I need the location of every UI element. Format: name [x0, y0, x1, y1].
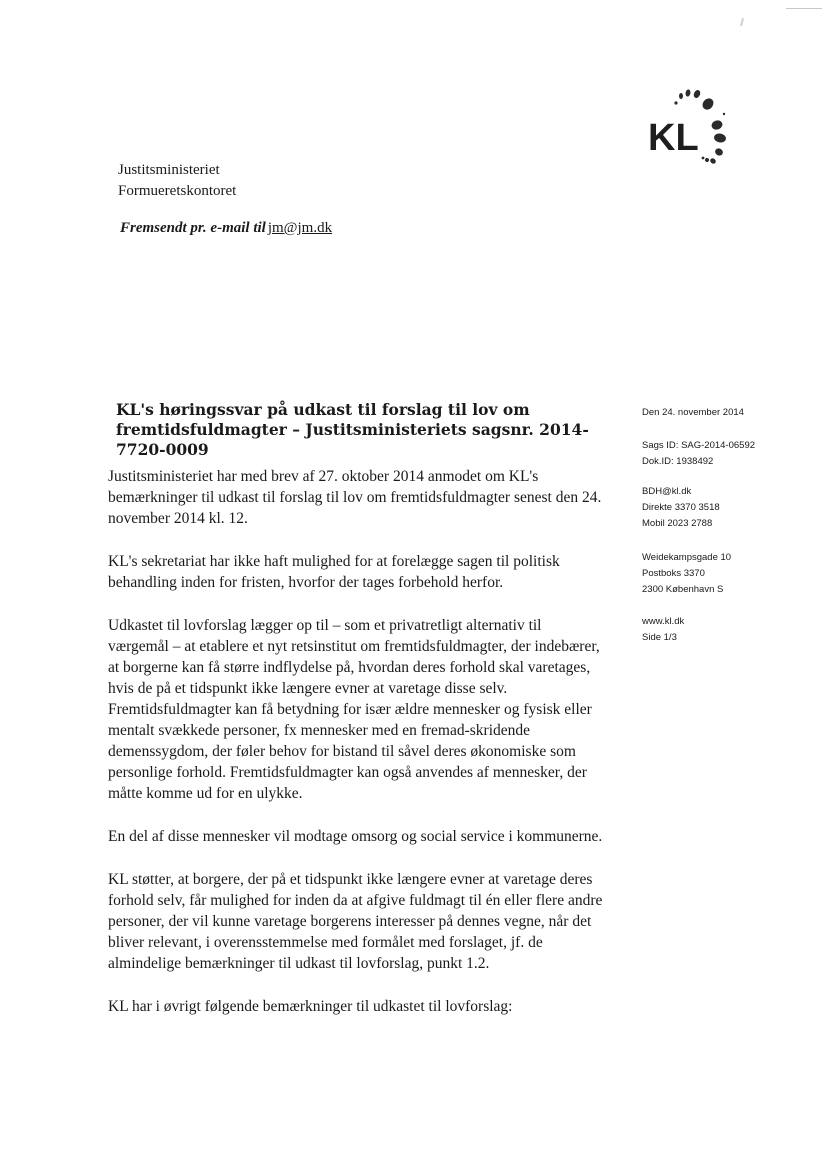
sidebar-case-block	[642, 438, 755, 470]
paragraph: KL's sekretariat har ikke haft mulighed for at forelægge sagen til politisk behandling inden for fristen, hvorfor der tages forbehold herfor.	[108, 553, 560, 591]
address-city: 2300 København S	[642, 584, 724, 595]
website: www.kl.dk	[642, 616, 685, 627]
recipient-line-2: Formueretskontoret	[118, 183, 237, 199]
paragraph: En del af disse mennesker vil modtage omsorg og social service i kommunerne.	[108, 828, 603, 845]
sidebar-contact-block	[642, 484, 720, 532]
contact-direct: Direkte 3370 3518	[642, 502, 720, 513]
email-link[interactable]: jm@jm.dk	[267, 220, 333, 236]
recipient-address	[118, 160, 236, 202]
sent-label: Fremsendt pr. e-mail til	[120, 220, 266, 236]
kl-logo-text: KL	[648, 117, 699, 159]
recipient-line-1: Justitsministeriet	[118, 162, 220, 178]
case-id: Sags ID: SAG-2014-06592	[642, 440, 756, 451]
contact-mobile: Mobil 2023 2788	[642, 518, 713, 529]
sidebar-address-block	[642, 550, 731, 598]
paragraph: KL har i øvrigt følgende bemærkninger til udkastet til lovforslag:	[108, 998, 513, 1015]
sent-via-line	[120, 220, 332, 237]
document-id: Dok.ID: 1938492	[642, 456, 714, 467]
paragraph: KL støtter, at borgere, der på et tidspunkt ikke længere evner at varetage deres forhold selv, får mulighed for inden da at afgive fuldmagt til én eller flere andre personer, der vil kunne varetage borgerens interesser på dennes vegne, når det bliver relevant, i overensstemmelse med formålet med forslaget, jf. de almindelige bemærkninger til udkast til lovforslag, punkt 1.2.	[108, 871, 603, 972]
paragraph: Udkastet til lovforslag lægger op til – som et privatretligt alternativ til værgemål – at etablere et nyt retsinstitut om fremtidsfuldmagter, der indebærer, at borgerne kan få større indflydelse på, hvordan deres forhold skal varetages, hvis de på et tidspunkt ikke længere evner at varetage disse selv. Fremtidsfuldmagter kan få betydning for især ældre mennesker og fysisk eller mentalt svækkede personer, fx mennesker med en fremad-skridende demenssygdom, der føler behov for bistand til såvel deres økonomiske som personlige forhold. Fremtidsfuldmagter kan også anvendes af mennesker, der måtte komme ud for en ulykke.	[108, 617, 600, 802]
document-body	[108, 466, 606, 1017]
sidebar-date: Den 24. november 2014	[642, 407, 744, 418]
kl-logo	[640, 80, 760, 180]
scan-speck	[740, 18, 744, 26]
paragraph: Justitsministeriet har med brev af 27. oktober 2014 anmodet om KL's bemærkninger til udkast til forslag til lov om fremtidsfuldmagter senest den 24. november 2014 kl. 12.	[108, 468, 602, 527]
kl-logo-graphic	[640, 80, 760, 180]
sidebar-web-block	[642, 614, 684, 646]
address-street: Weidekampsgade 10	[642, 552, 732, 563]
address-pobox: Postboks 3370	[642, 568, 705, 579]
page-number: Side 1/3	[642, 632, 677, 643]
document-title: KL's høringssvar på udkast til forslag til lov om fremtidsfuldmagter – Justitsministeriets sagsnr. 2014-7720-0009	[116, 400, 589, 459]
contact-email: BDH@kl.dk	[642, 486, 692, 497]
scan-mark	[786, 8, 822, 10]
